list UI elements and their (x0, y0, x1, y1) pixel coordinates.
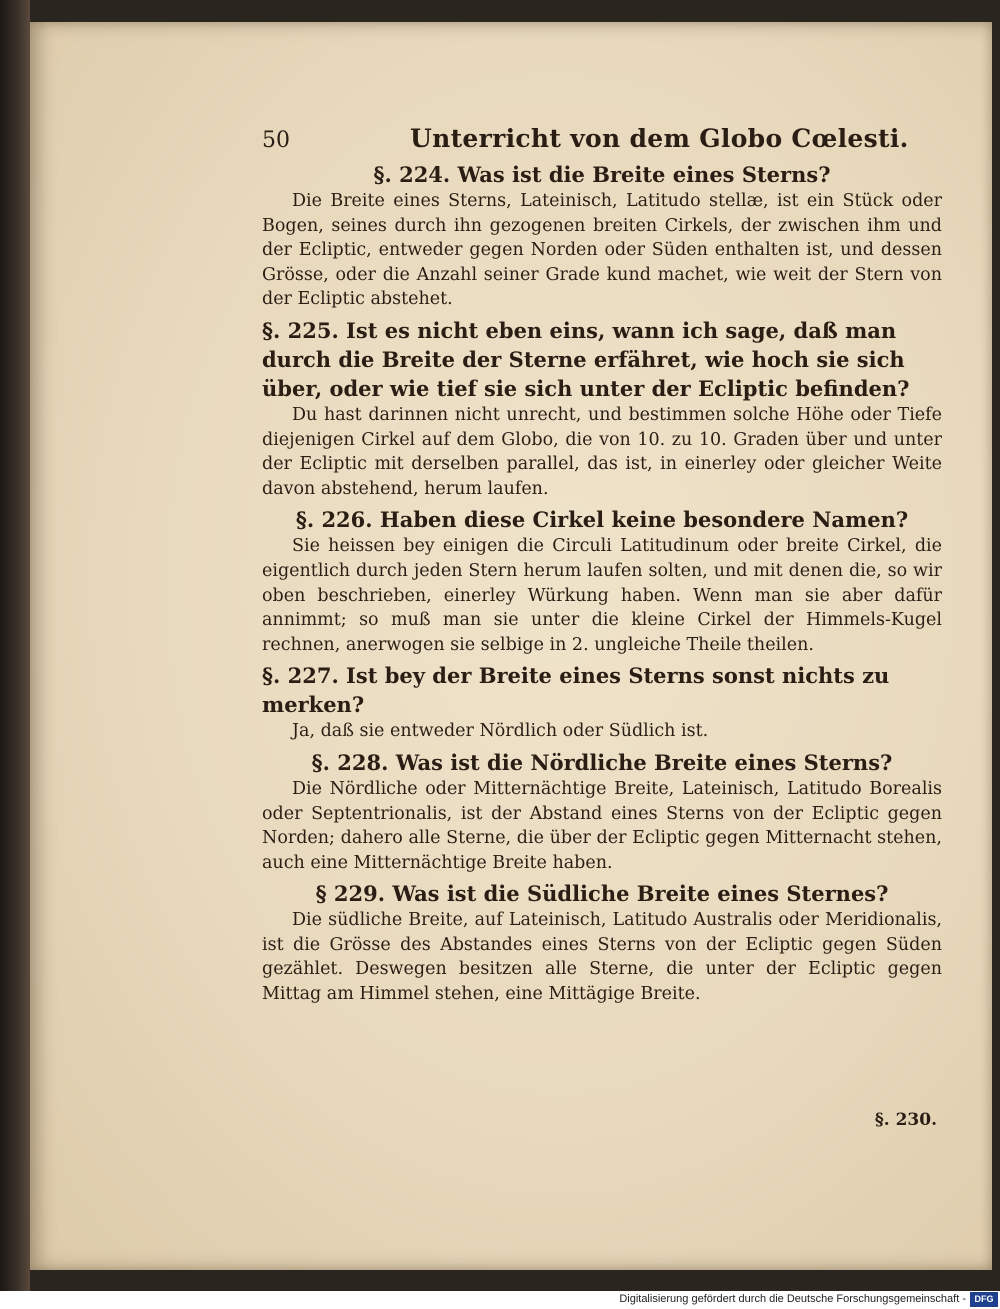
digitization-footer (0, 1291, 1000, 1309)
catchword: §. 230. (874, 1110, 937, 1130)
section-227-question: §. 227. Ist bey der Breite eines Sterns sonst nichts zu merken? (262, 663, 890, 718)
section-229-question: § 229. Was ist die Südliche Breite eines Sternes? (315, 881, 889, 907)
section-225-question: §. 225. Ist es nicht eben eins, wann ich sage, daß man durch die Breite der Sterne erfähret, wie hoch sie sich über, oder wie tief sie sich unter der Ecliptic befinden? (262, 317, 910, 401)
section-226-question: §. 226. Haben diese Cirkel keine besondere Namen? (295, 507, 909, 533)
section-224-answer: Die Breite eines Sterns, Lateinisch, Latitudo stellæ, ist ein Stück oder Bogen, seines durch ihn gezogenen breiten Cirkels, der zwischen ihm und der Ecliptic, entweder gegen Norden oder Süden enthalten ist, und dessen Grösse, oder die Anzahl seiner Grade kund machet, wie weit der Stern von der Ecliptic abstehet. (262, 191, 942, 310)
funding-credit: Digitalisierung gefördert durch die Deutsche Forschungsgemeinschaft - (619, 1293, 966, 1305)
section-225-answer: Du hast darinnen nicht unrecht, und bestimmen solche Höhe oder Tiefe diejenigen Cirkel auf dem Globo, die von 10. zu 10. Graden über und unter der Ecliptic mit derselben parallel, das ist, in einerley oder gleicher Weite davon abstehend, herum laufen. (262, 404, 942, 499)
dfg-logo: DFG (970, 1292, 998, 1307)
section-224-question: §. 224. Was ist die Breite eines Sterns? (373, 162, 831, 187)
section-228-answer: Die Nördliche oder Mitternächtige Breite, Lateinisch, Latitudo Borealis oder Septentrionalis, ist der Abstand eines Sterns von der Ecliptic gegen Norden; dahero alle Sterne, die über der Ecliptic gegen Mitternacht stehen, auch eine Mitternächtige Breite haben. (262, 778, 942, 873)
section-226-answer: Sie heissen bey einigen die Circuli Latitudinum oder breite Cirkel, die eigentlich durch jeden Stern herum laufen solten, und mit denen die, so wir oben beschrieben, einerley Würkung haben. Wenn man sie aber dafür annimmt; so muß man sie unter die kleine Cirkel der Himmels-Kugel rechnen, anerwogen sie selbige in 2. ungleiche Theile theilen. (262, 536, 942, 655)
page-text-block (262, 120, 942, 1011)
section-228-question: §. 228. Was ist die Nördliche Breite eines Sterns? (311, 749, 893, 775)
running-title: Unterricht von dem Globo Cœlesti. (410, 124, 909, 153)
section-227-answer: Ja, daß sie entweder Nördlich oder Südlich ist. (292, 721, 709, 742)
page-number: 50 (262, 128, 290, 153)
section-229-answer: Die südliche Breite, auf Lateinisch, Latitudo Australis oder Meridionalis, ist die Grösse des Abstandes eines Sterns von der Ecliptic gegen Süden gezählet. Deswegen besitzen alle Sterne, die unter der Ecliptic gegen Mittag am Himmel stehen, eine Mittägige Breite. (262, 910, 942, 1005)
book-spine (0, 0, 30, 1291)
book-page (30, 22, 992, 1270)
page-header (262, 120, 942, 160)
